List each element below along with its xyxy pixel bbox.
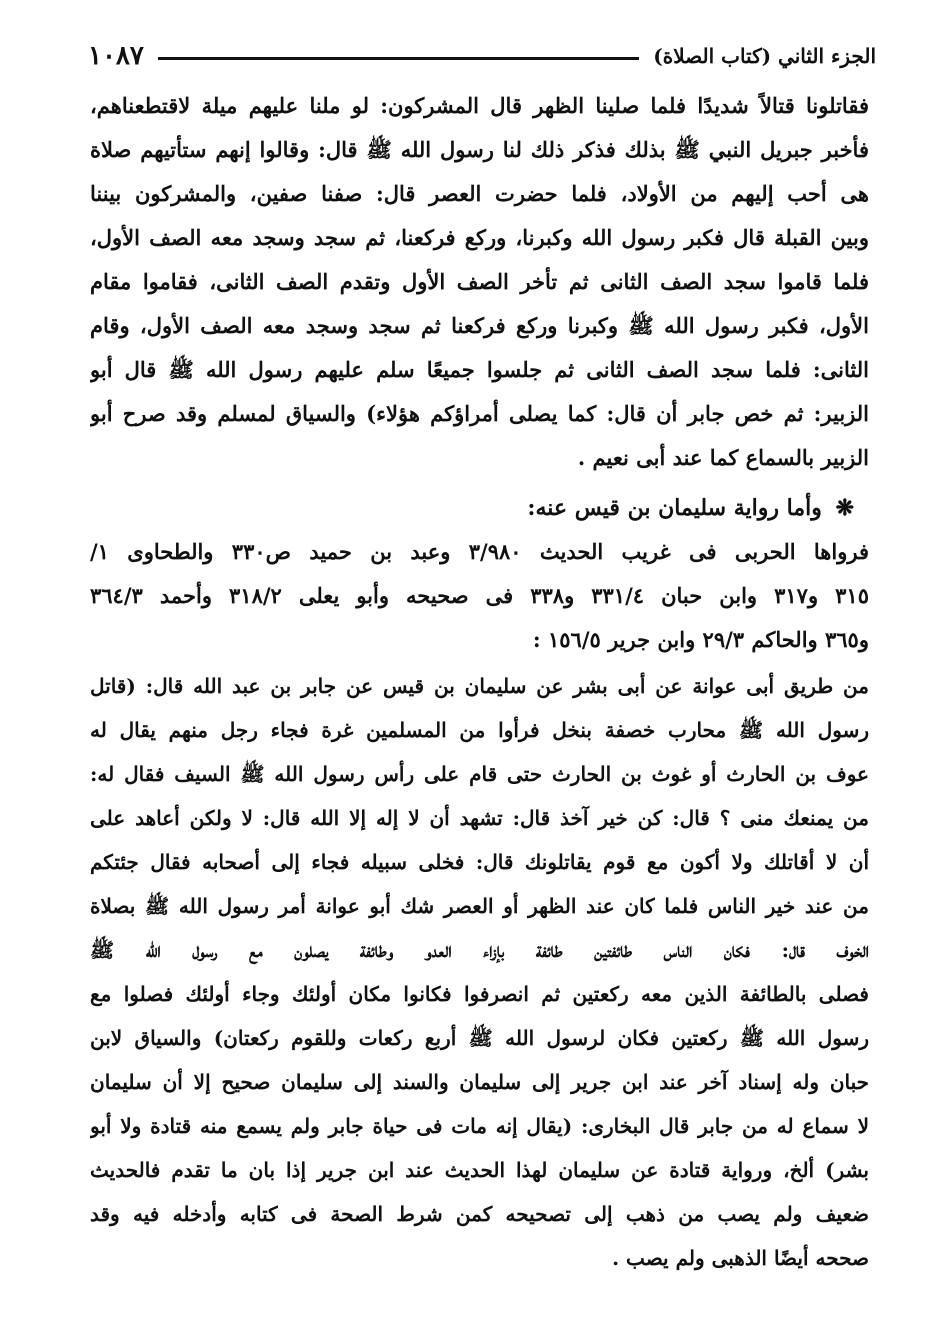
paragraph-2 [90, 530, 869, 662]
text-line: ضعيف ولم يصب من ذهب إلى تصحيحه كمن شرط الصحة فى كتابه وأدخله فيه وقد [90, 1202, 869, 1226]
section-heading-text: وأما رواية سليمان بن قيس عنه: [527, 495, 822, 521]
text-line: الثانى: فلما سجد الصف الثانى ثم جلسوا جميعًا سلم عليهم رسول الله ﷺ قال أبو [90, 357, 869, 382]
star-bullet-icon: ❋ [835, 495, 854, 521]
text-line: ٣١٥ و٣١٧ وابن حبان ٣٣١/٤ و٣٣٨ فى صحيحه وأبو يعلى ٣١٨/٢ وأحمد ٣٦٤/٣ [90, 583, 869, 608]
text-line: هى أحب إليهم من الأولاد، فلما حضرت العصر قال: صفنا صفين، والمشركون بيننا [90, 181, 869, 206]
paragraph-1 [90, 84, 869, 480]
text-line: وبين القبلة قال فكبر رسول الله وكبرنا، وركع فركعنا، ثم سجد وسجد معه الصف الأول، [90, 225, 869, 250]
text-line: الخوف قال: فكان الناس طائفتين طائفة بإزاء العدو وطائفة يصلون مع رسول الله ﷺ [90, 938, 869, 962]
text-line: عوف بن الحارث أو غوث بن الحارث حتى قام على رأس رسول الله ﷺ السيف فقال له: [90, 762, 869, 786]
text-line: الأول، فكبر رسول الله ﷺ وكبرنا وركع فركعنا ثم سجد وسجد معه الصف الأول، وقام [90, 313, 869, 338]
text-line: من يمنعك منى ؟ قال: كن خير آخذ قال: تشهد أن لا إله إلا الله قال: لا ولكن أعاهد على [90, 806, 869, 830]
text-line: فصلى بالطائفة الذين معه ركعتين ثم انصرفوا فكانوا مكان أولئك وجاء أولئك فصلوا مع [90, 982, 869, 1006]
text-line: فلما قاموا سجد الصف الثانى ثم تأخر الصف الأول وتقدم الصف الثانى، فقاموا مقام [90, 269, 869, 294]
text-line: فقاتلونا قتالاً شديدًا فلما صلينا الظهر قال المشركون: لو ملنا عليهم ميلة لاقتطعناهم، [90, 93, 869, 118]
text-line: رسول الله ﷺ محارب خصفة بنخل فرأوا من المسلمين غرة فجاء رجل منهم يقال له [90, 718, 869, 742]
page-header [88, 38, 876, 74]
text-line: حبان وله إسناد آخر عند ابن جرير إلى سليمان والسند إلى سليمان صحيح إلا أن سليمان [90, 1070, 869, 1094]
text-line: لا سماع له من جابر قال البخارى: (يقال إنه مات فى حياة جابر ولم يسمع منه قتادة ولا أبو [90, 1114, 869, 1138]
page-number: ١٠٨٧ [88, 41, 144, 71]
text-line: و٣٦٥ والحاكم ٢٩/٣ وابن جرير ١٥٦/٥ : [532, 627, 869, 652]
text-line: صححه أيضًا الذهبى ولم يصب . [612, 1246, 869, 1270]
text-line: فرواها الحربى فى غريب الحديث ٣/٩٨٠ وعبد بن حميد ص٣٣٠ والطحاوى ١/ [90, 539, 869, 564]
text-line: رسول الله ﷺ ركعتين فكان لرسول الله ﷺ أربع ركعات وللقوم ركعتان) والسياق لابن [90, 1026, 869, 1050]
paragraph-3 [90, 664, 869, 1280]
text-line: فأخبر جبريل النبي ﷺ بذلك فذكر ذلك لنا رسول الله ﷺ قال: وقالوا إنهم ستأتيهم صلاة [90, 137, 869, 162]
text-line: من طريق أبى عوانة عن أبى بشر عن سليمان بن قيس عن جابر بن عبد الله قال: (قاتل [90, 674, 869, 698]
header-rule [158, 57, 639, 60]
text-line: من عند خير الناس فلما كان عند الظهر أو العصر شك أبو عوانة أمر رسول الله ﷺ بصلاة [90, 894, 869, 918]
text-line: الزبير بالسماع كما عند أبى نعيم . [577, 445, 869, 470]
text-line: بشر) ألخ، ورواية قتادة عن سليمان لهذا الحديث عند ابن جرير إذا بان ما تقدم فالحديث [90, 1158, 869, 1182]
running-title: الجزء الثاني (كتاب الصلاة) [653, 44, 876, 68]
section-heading [90, 488, 854, 528]
text-line: الزبير: ثم خص جابر أن قال: كما يصلى أمراؤكم هؤلاء) والسياق لمسلم وقد صرح أبو [90, 401, 869, 426]
text-line: أن لا أقاتلك ولا أكون مع قوم يقاتلونك قال: فخلى سبيله فجاء إلى أصحابه فقال جئتكم [90, 850, 869, 874]
